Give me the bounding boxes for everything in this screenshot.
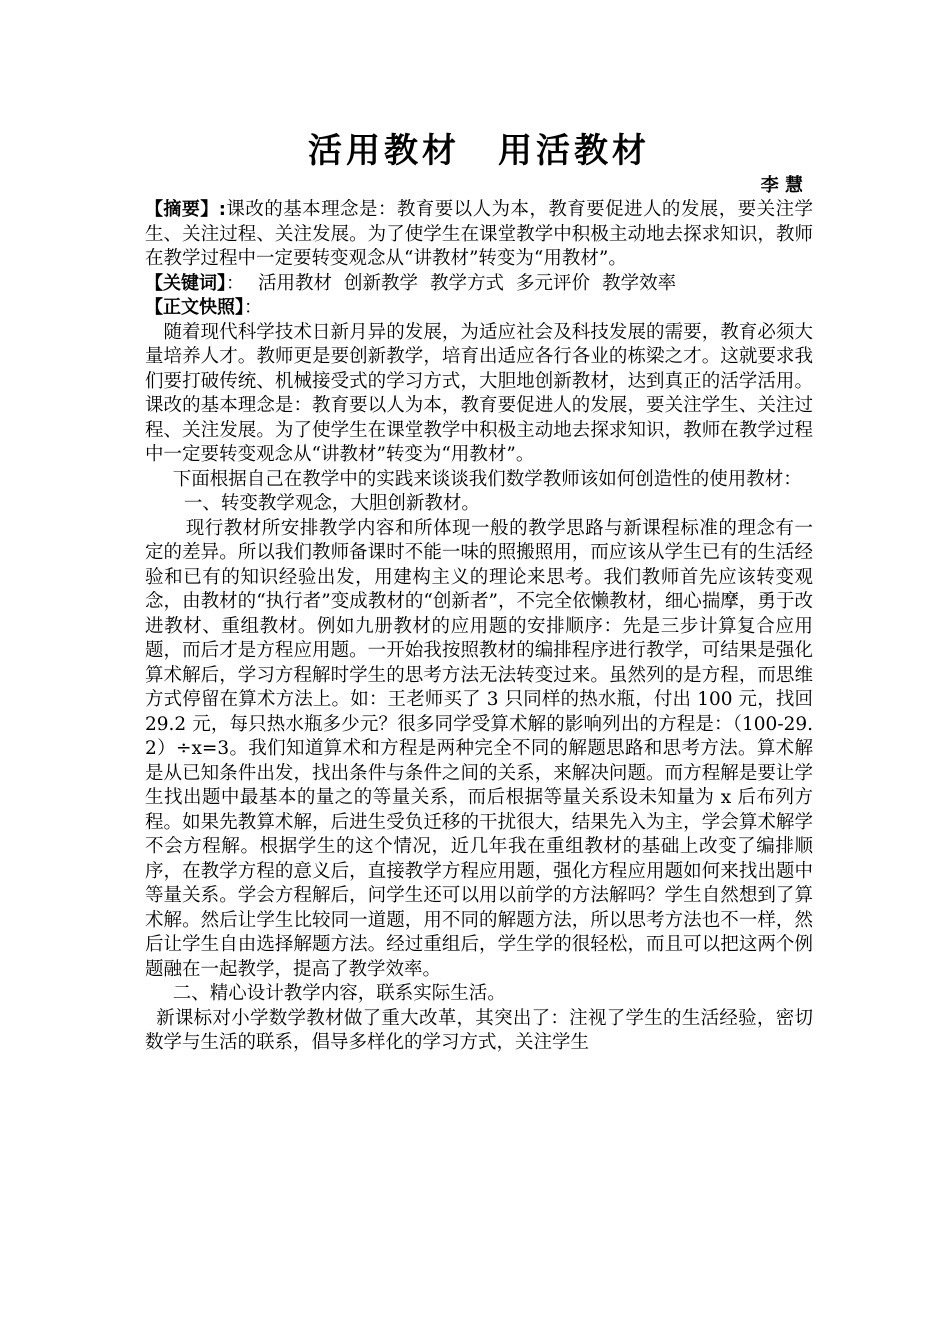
author-name: 李 慧 — [760, 175, 803, 196]
document-title: 活用教材 用活教材 — [308, 131, 650, 171]
body-label-colon: ： — [244, 297, 262, 318]
keywords-label: 【关键词】 — [145, 272, 226, 294]
section-heading-1: 一、转变教学观念，大胆创新教材。 — [183, 493, 480, 514]
keyword-item: 多元评价 — [516, 272, 591, 294]
keywords-line — [145, 272, 813, 297]
keyword-item: 教学方式 — [430, 272, 505, 294]
body-label-line — [145, 296, 813, 321]
abstract-label-colon: : — [218, 199, 226, 220]
abstract-label-text: 【摘要】 — [145, 199, 219, 220]
keywords-colon: ： — [226, 272, 244, 294]
keyword-item: 活用教材 — [258, 272, 333, 294]
keyword-item: 创新教学 — [344, 272, 419, 294]
abstract-text: 课改的基本理念是：教育要以人为本，教育要促进人的发展，要关注学生、关注过程、关注发展。为了使学生在课堂教学中积极主动地去探求知识，教师在教学过程中一定要转变观念从“讲教材”转变为“用教材”。 — [145, 199, 813, 269]
document-body — [145, 128, 813, 1056]
body-paragraph-3: 现行教材所安排教学内容和所体现一般的教学思路与新课程标准的理念有一定的差异。所以我们教师备课时不能一味的照搬照用，而应该从学生已有的生活经验和已有的知识经验出发，用建构主义的理论来思考。我们教师首先应该转变观念，由教材的“执行者”变成教材的“创新者”，不完全依懒教材，细心揣摩，勇于改进教材、重组教材。例如九册教材的应用题的安排顺序：先是三步计算复合应用题，而后才是方程应用题。一开始我按照教材的编排程序进行教学，可结果是强化算术解后，学习方程解时学生的思考方法无法转变过来。虽然列的是方程，而思维方式停留在算术方法上。如：王老师买了 3 只同样的热水瓶，付出 100 元，找回 29.2 元，每只热水瓶多少元？很多同学受算术解的影响列出的方程是：（100-29.2）÷x=3。我们知道算术和方程是两种完全不同的解题思路和思考方法。算术解是从已知条件出发，找出条件与条件之间的关系，来解决问题。而方程解是要让学生找出题中最基本的量之的等量关系，而后根据等量关系设未知量为 x 后布列方程。如果先教算术解，后进生受负迁移的干扰很大，结果先入为主，学会算术解学不会方程解。根据学生的这个情况，近几年我在重组教材的基础上改变了编排顺序，在教学方程的意义后，直接教学方程应用题，强化方程应用题如何来找出题中等量关系。学会方程解后，问学生还可以用以前学的方法解吗？学生自然想到了算术解。然后让学生比较同一道题，用不同的解题方法，所以思考方法也不一样，然后让学生自由选择解题方法。经过重组后，学生学的很轻松，而且可以把这两个例题融在一起教学，提高了教学效率。 — [145, 517, 813, 980]
body-paragraph-2: 下面根据自己在教学中的实践来谈谈我们数学教师该如何创造性的使用教材： — [172, 468, 802, 490]
body-paragraph-1: 随着现代科学技术日新月异的发展，为适应社会及科技发展的需要，教育必须大量培养人才。教师更是要创新教学，培育出适应各行各业的栋梁之才。这就要求我们要打破传统、机械接受式的学习方式，大胆地创新教材，达到真正的活学活用。课改的基本理念是：教育要以人为本，教育要促进人的发展，要关注学生、关注过程、关注发展。为了使学生在课堂教学中积极主动地去探求知识，教师在教学过程中一定要转变观念从“讲教材”转变为“用教材”。 — [145, 321, 813, 465]
section-heading-2: 二、精心设计教学内容，联系实际生活。 — [172, 983, 506, 1004]
keyword-item: 教学效率 — [602, 272, 677, 294]
body-paragraph-4: 新课标对小学数学教材做了重大改革，其突出了：注视了学生的生活经验，密切数学与生活的联系，倡导多样化的学习方式，关注学生 — [145, 1007, 813, 1053]
body-label: 【正文快照】 — [145, 297, 244, 318]
abstract-label — [145, 199, 226, 220]
abstract-paragraph — [145, 198, 813, 272]
